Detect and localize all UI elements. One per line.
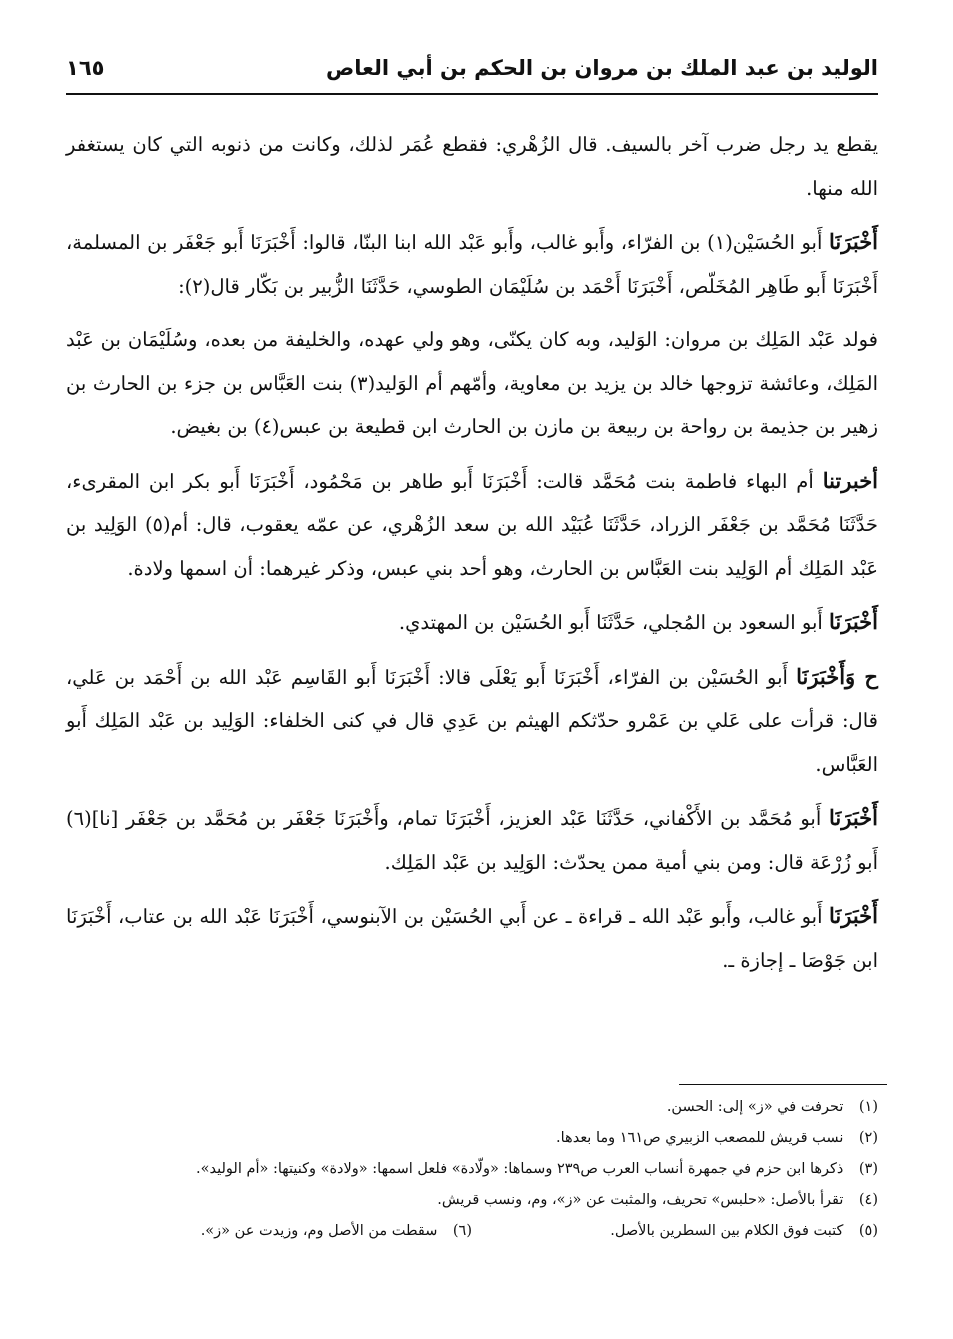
footnote-number: (١) [858,1099,878,1115]
paragraph-text: أَبو السعود بن المُجلي، حَدَّثَنَا أَبو الحُسَيْن بن المهتدي. [398,611,823,634]
footnote-text: سقطت من الأصل وم، وزيدت عن «ز». [200,1223,438,1239]
paragraph-keyword: أَخْبَرَنَا [829,805,878,830]
page-header [66,52,878,92]
footnote [66,1216,472,1247]
paragraph-text: أَبو مُحَمَّد بن الأَكْفاني، حَدَّثَنَا عَبْد العزيز، أَخْبَرَنَا تمام، وأَخْبَرَنَا جَعْفَر بن مُحَمَّد بن جَعْفَر [نا](٦) أَبو زُرْعَة قال: ومن بني أمية ممن يحدّث: الوَلِيد بن عَبْد المَلِك. [66,807,878,874]
main-text [66,123,878,992]
footnote [472,1216,878,1247]
footnote-text: ذكرها ابن حزم في جمهرة أنساب العرب ص٢٣٩ وسماها: «ولّادة» فلعل اسمها: «ولادة» وكنيتها: «أم الوليد». [196,1161,844,1177]
page-number: ١٦٥ [66,56,105,80]
paragraph-keyword: أخبرتنا [822,467,879,493]
footnote-text: نسب قريش للمصعب الزبيري ص١٦١ وما بعدها. [556,1130,844,1146]
footnote-text: تقرأ بالأصل: «حلبس» تحريف، والمثبت عن «ز»، وم، ونسب قريش. [437,1192,844,1208]
footnote-number: (٦) [452,1223,472,1239]
paragraph-text: أَبو غالب، وأَبو عَبْد الله ـ قراءة ـ عن أَبي الحُسَيْن بن الآبنوسي، أَخْبَرَنَا عَبْد الله بن عتاب، أَخْبَرَنَا ابن جَوْصَا ـ إجازة ـ. [66,905,878,972]
paragraph-keyword: أَخْبَرَنَا [829,609,878,634]
paragraph-keyword: أَخْبَرَنَا [829,903,878,928]
footnote-number: (٣) [858,1161,878,1177]
paragraph [66,600,878,645]
paragraph-keyword: أَخْبَرَنَا [829,229,879,254]
footnote-number: (٥) [858,1223,878,1239]
footnote [66,1185,878,1216]
footnote [66,1092,878,1123]
footnote-text: تحرفت في «ز» إلى: الحسن. [666,1099,844,1115]
paragraph-keyword: ح وَأَخْبَرَنَا [796,663,878,689]
paragraph [66,655,878,787]
footnotes [66,1092,878,1247]
footnote-row [66,1216,878,1247]
paragraph-text: فولد عَبْد المَلِك بن مروان: الوَليد، وبه كان يكنّى، وهو ولي عهده، والخليفة من بعده، وسُلَيْمَان بن عَبْد المَلِك، وعائشة تزوجها خالد بن يزيد بن معاوية، وأمّهم أم الوَليد(٣) بنت العَبَّاس بن جزء بن الحارث بن زهير بن جذيمة بن رواحة بن ربيعة بن مازن بن الحارث ابن قطيعة بن عبس(٤) بن بغيض. [66,328,878,438]
paragraph [66,459,878,591]
footnote-divider [679,1084,887,1085]
footnote-text: كتبت فوق الكلام بين السطرين بالأصل. [610,1223,844,1239]
header-divider [66,93,878,95]
paragraph [66,318,878,449]
paragraph-text: أَبو الحُسَيْن بن الفرّاء، أَخْبَرَنَا أَبو يَعْلَى قالا: أَخْبَرَنَا أَبو القَاسِم عَبْد الله بن أَحْمَد بن عَلي، قال: قرأت على عَلي بن عَمْرو حدّثكم الهيثم بن عَدِي قال في كنى الخلفاء: الوَلِيد بن عَبْد المَلِك أَبو العَبَّاس. [66,665,878,776]
paragraph-text: أم البهاء فاطمة بنت مُحَمَّد قالت: أَخْبَرَنَا أَبو طاهر بن مَحْمُود، أَخْبَرَنَا أَبو بكر ابن المقرىء، حَدَّثَنَا مُحَمَّد بن جَعْفَر الزراد، حَدَّثَنَا عُبَيْد الله بن سعد الزُهْري، عن عمّه يعقوب، قال: أم(٥) الوَلِيد بن عَبْد المَلِك أم الوَلِيد بنت العَبَّاس بن الحارث، وهو أحد بني عبس، وذكر غيرهما: أن اسمها ولادة. [66,469,878,580]
paragraph [66,123,878,210]
footnote-number: (٤) [858,1192,878,1208]
running-title: الوليد بن عبد الملك بن مروان بن الحكم بن أبي العاص [326,56,878,80]
footnote [66,1123,878,1154]
paragraph-text: يقطع يد رجل ضرب آخر بالسيف. قال الزُهْري: فقطع عُمَر لذلك، وكانت من ذنوبه التي كان يستغفر الله منها. [66,133,878,200]
paragraph-text: أَبو الحُسَيْن(١) بن الفرّاء، وأَبو غالب، وأَبو عَبْد الله ابنا البنّا، قالوا: أَخْبَرَنَا أَبو جَعْفَر بن المسلمة، أَخْبَرَنَا أَبو طَاهِر المُخَلّص، أَخْبَرَنَا أَحْمَد بن سُلَيْمَان الطوسي، حَدَّثَنَا الزُّبير بن بَكّار قال(٢): [66,231,878,298]
paragraph [66,894,878,982]
footnote-number: (٢) [858,1130,878,1146]
footnote [66,1154,878,1185]
paragraph [66,220,878,308]
paragraph [66,796,878,884]
